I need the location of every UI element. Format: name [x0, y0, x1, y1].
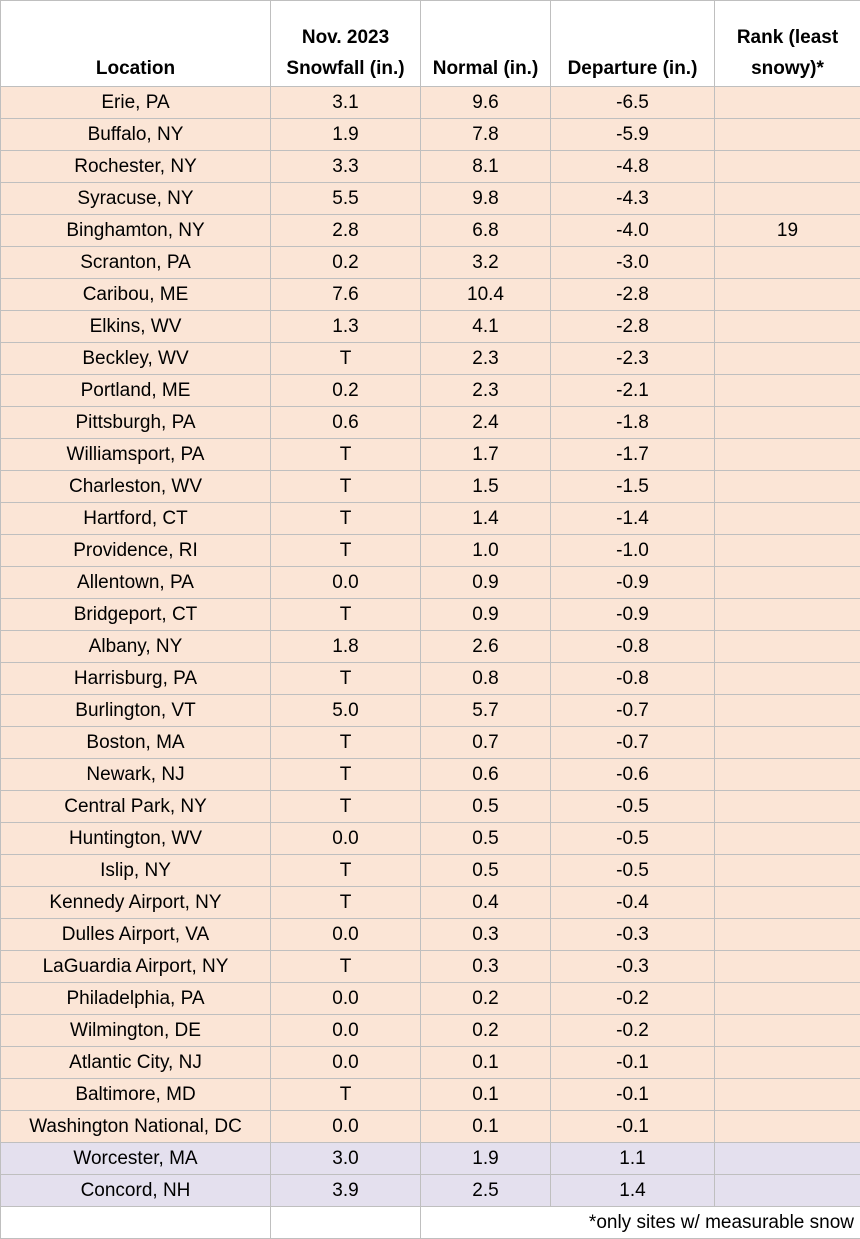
normal-cell: 0.5: [421, 855, 551, 887]
departure-cell: -4.8: [551, 151, 715, 183]
snowfall-cell: 0.0: [271, 1015, 421, 1047]
location-cell: Dulles Airport, VA: [1, 919, 271, 951]
departure-cell: -0.1: [551, 1111, 715, 1143]
snowfall-cell: 7.6: [271, 279, 421, 311]
normal-cell: 0.2: [421, 983, 551, 1015]
snowfall-header-line2: Snowfall (in.): [271, 53, 420, 84]
footnote-empty-cell: [1, 1207, 271, 1239]
rank-cell: [715, 983, 860, 1015]
location-cell: Charleston, WV: [1, 471, 271, 503]
table-row: [1, 567, 860, 599]
departure-cell: -0.2: [551, 1015, 715, 1047]
departure-cell: -4.0: [551, 215, 715, 247]
normal-cell: 8.1: [421, 151, 551, 183]
table-row: [1, 183, 860, 215]
table-row: [1, 311, 860, 343]
rank-cell: [715, 727, 860, 759]
snowfall-cell: T: [271, 1079, 421, 1111]
normal-cell: 1.9: [421, 1143, 551, 1175]
location-cell: Caribou, ME: [1, 279, 271, 311]
snowfall-cell: T: [271, 471, 421, 503]
rank-cell: [715, 87, 860, 119]
snowfall-cell: 0.0: [271, 919, 421, 951]
normal-cell: 0.1: [421, 1079, 551, 1111]
snowfall-cell: T: [271, 887, 421, 919]
departure-cell: -1.7: [551, 439, 715, 471]
departure-cell: -5.9: [551, 119, 715, 151]
snowfall-cell: 1.3: [271, 311, 421, 343]
table-row: [1, 215, 860, 247]
normal-cell: 1.0: [421, 535, 551, 567]
departure-cell: -0.4: [551, 887, 715, 919]
rank-header-line1: Rank (least: [715, 22, 860, 53]
rank-cell: [715, 887, 860, 919]
rank-cell: [715, 1015, 860, 1047]
location-cell: Bridgeport, CT: [1, 599, 271, 631]
location-cell: Binghamton, NY: [1, 215, 271, 247]
location-cell: Pittsburgh, PA: [1, 407, 271, 439]
rank-cell: [715, 279, 860, 311]
table-row: [1, 919, 860, 951]
table-row: [1, 1143, 860, 1175]
snowfall-cell: 5.0: [271, 695, 421, 727]
location-cell: Rochester, NY: [1, 151, 271, 183]
normal-cell: 2.3: [421, 343, 551, 375]
snowfall-cell: 0.2: [271, 247, 421, 279]
footnote-row: [1, 1207, 860, 1239]
departure-cell: -0.7: [551, 727, 715, 759]
normal-cell: 9.6: [421, 87, 551, 119]
departure-cell: -0.8: [551, 631, 715, 663]
location-cell: Hartford, CT: [1, 503, 271, 535]
rank-header: [715, 1, 860, 87]
rank-cell: [715, 631, 860, 663]
departure-cell: -1.0: [551, 535, 715, 567]
table-row: [1, 855, 860, 887]
normal-cell: 0.1: [421, 1047, 551, 1079]
snowfall-cell: 3.3: [271, 151, 421, 183]
departure-cell: -0.9: [551, 599, 715, 631]
snowfall-cell: T: [271, 759, 421, 791]
departure-cell: -0.5: [551, 823, 715, 855]
location-cell: Boston, MA: [1, 727, 271, 759]
rank-cell: [715, 439, 860, 471]
rank-cell: [715, 471, 860, 503]
normal-cell: 0.2: [421, 1015, 551, 1047]
rank-cell: [715, 1079, 860, 1111]
location-cell: Islip, NY: [1, 855, 271, 887]
table-row: [1, 983, 860, 1015]
normal-cell: 2.5: [421, 1175, 551, 1207]
normal-cell: 0.4: [421, 887, 551, 919]
departure-cell: -0.5: [551, 791, 715, 823]
departure-cell: -1.8: [551, 407, 715, 439]
snowfall-cell: T: [271, 599, 421, 631]
snowfall-cell: 0.6: [271, 407, 421, 439]
normal-cell: 1.5: [421, 471, 551, 503]
snowfall-header: [271, 1, 421, 87]
location-cell: Erie, PA: [1, 87, 271, 119]
departure-cell: -0.8: [551, 663, 715, 695]
rank-cell: [715, 663, 860, 695]
table-row: [1, 631, 860, 663]
normal-cell: 0.5: [421, 823, 551, 855]
departure-cell: -4.3: [551, 183, 715, 215]
footnote: *only sites w/ measurable snow: [421, 1207, 860, 1239]
snowfall-cell: T: [271, 727, 421, 759]
table-row: [1, 599, 860, 631]
rank-header-line2: snowy)*: [715, 53, 860, 84]
departure-cell: -0.9: [551, 567, 715, 599]
rank-cell: [715, 759, 860, 791]
rank-cell: [715, 1175, 860, 1207]
table-row: [1, 375, 860, 407]
location-cell: Atlantic City, NJ: [1, 1047, 271, 1079]
table-row: [1, 503, 860, 535]
location-cell: Central Park, NY: [1, 791, 271, 823]
normal-cell: 1.7: [421, 439, 551, 471]
normal-cell: 10.4: [421, 279, 551, 311]
normal-cell: 2.3: [421, 375, 551, 407]
normal-cell: 5.7: [421, 695, 551, 727]
table-row: [1, 407, 860, 439]
table-row: [1, 119, 860, 151]
location-cell: Washington National, DC: [1, 1111, 271, 1143]
normal-cell: 0.8: [421, 663, 551, 695]
location-cell: Philadelphia, PA: [1, 983, 271, 1015]
location-cell: Wilmington, DE: [1, 1015, 271, 1047]
snowfall-cell: 0.0: [271, 1047, 421, 1079]
rank-cell: [715, 535, 860, 567]
table-row: [1, 887, 860, 919]
normal-cell: 0.7: [421, 727, 551, 759]
snowfall-cell: T: [271, 855, 421, 887]
departure-header: Departure (in.): [551, 1, 715, 87]
location-cell: LaGuardia Airport, NY: [1, 951, 271, 983]
table-row: [1, 247, 860, 279]
snowfall-cell: 1.9: [271, 119, 421, 151]
location-cell: Buffalo, NY: [1, 119, 271, 151]
normal-cell: 0.1: [421, 1111, 551, 1143]
rank-cell: [715, 695, 860, 727]
location-cell: Albany, NY: [1, 631, 271, 663]
snowfall-cell: 3.1: [271, 87, 421, 119]
departure-cell: -0.1: [551, 1047, 715, 1079]
table-row: [1, 1047, 860, 1079]
departure-cell: -2.8: [551, 311, 715, 343]
location-cell: Newark, NJ: [1, 759, 271, 791]
table-row: [1, 535, 860, 567]
normal-cell: 7.8: [421, 119, 551, 151]
table-row: [1, 727, 860, 759]
rank-cell: [715, 599, 860, 631]
rank-cell: [715, 311, 860, 343]
rank-cell: [715, 407, 860, 439]
rank-cell: [715, 567, 860, 599]
rank-cell: [715, 823, 860, 855]
departure-cell: -2.1: [551, 375, 715, 407]
normal-cell: 6.8: [421, 215, 551, 247]
snowfall-cell: 0.0: [271, 823, 421, 855]
table-row: [1, 1015, 860, 1047]
snowfall-cell: 0.2: [271, 375, 421, 407]
departure-cell: -0.5: [551, 855, 715, 887]
rank-cell: [715, 791, 860, 823]
rank-cell: [715, 951, 860, 983]
rank-cell: [715, 343, 860, 375]
normal-cell: 2.4: [421, 407, 551, 439]
location-cell: Harrisburg, PA: [1, 663, 271, 695]
normal-cell: 0.3: [421, 951, 551, 983]
normal-cell: 0.9: [421, 599, 551, 631]
departure-cell: -0.1: [551, 1079, 715, 1111]
location-cell: Providence, RI: [1, 535, 271, 567]
normal-header: Normal (in.): [421, 1, 551, 87]
departure-cell: -0.6: [551, 759, 715, 791]
normal-cell: 0.3: [421, 919, 551, 951]
location-cell: Syracuse, NY: [1, 183, 271, 215]
departure-cell: -0.3: [551, 919, 715, 951]
location-cell: Kennedy Airport, NY: [1, 887, 271, 919]
snowfall-cell: 3.0: [271, 1143, 421, 1175]
normal-cell: 9.8: [421, 183, 551, 215]
normal-cell: 1.4: [421, 503, 551, 535]
rank-cell: [715, 119, 860, 151]
snowfall-cell: 0.0: [271, 983, 421, 1015]
location-cell: Allentown, PA: [1, 567, 271, 599]
location-cell: Scranton, PA: [1, 247, 271, 279]
normal-cell: 2.6: [421, 631, 551, 663]
table-body: [1, 87, 860, 1207]
location-header: Location: [1, 1, 271, 87]
table-row: [1, 1111, 860, 1143]
departure-cell: -0.3: [551, 951, 715, 983]
table-row: [1, 87, 860, 119]
footnote-empty-cell: [271, 1207, 421, 1239]
snowfall-cell: 2.8: [271, 215, 421, 247]
snowfall-cell: 0.0: [271, 567, 421, 599]
rank-cell: [715, 503, 860, 535]
table-row: [1, 1079, 860, 1111]
table-row: [1, 151, 860, 183]
table-row: [1, 471, 860, 503]
snowfall-cell: 0.0: [271, 1111, 421, 1143]
departure-cell: -2.8: [551, 279, 715, 311]
table-row: [1, 439, 860, 471]
location-cell: Worcester, MA: [1, 1143, 271, 1175]
departure-cell: -1.5: [551, 471, 715, 503]
table-row: [1, 1175, 860, 1207]
normal-cell: 0.5: [421, 791, 551, 823]
rank-cell: [715, 1143, 860, 1175]
normal-cell: 0.6: [421, 759, 551, 791]
rank-cell: [715, 183, 860, 215]
departure-cell: -1.4: [551, 503, 715, 535]
table-row: [1, 759, 860, 791]
snowfall-cell: T: [271, 535, 421, 567]
location-cell: Elkins, WV: [1, 311, 271, 343]
snowfall-cell: T: [271, 439, 421, 471]
departure-cell: -6.5: [551, 87, 715, 119]
departure-cell: -2.3: [551, 343, 715, 375]
snowfall-cell: 1.8: [271, 631, 421, 663]
location-cell: Portland, ME: [1, 375, 271, 407]
rank-cell: [715, 855, 860, 887]
departure-cell: 1.4: [551, 1175, 715, 1207]
header-row: [1, 1, 860, 87]
location-cell: Baltimore, MD: [1, 1079, 271, 1111]
departure-cell: 1.1: [551, 1143, 715, 1175]
snowfall-header-line1: Nov. 2023: [271, 22, 420, 53]
rank-cell: [715, 375, 860, 407]
table-row: [1, 343, 860, 375]
rank-cell: [715, 919, 860, 951]
departure-cell: -0.7: [551, 695, 715, 727]
rank-cell: [715, 1111, 860, 1143]
table-row: [1, 791, 860, 823]
snowfall-cell: T: [271, 343, 421, 375]
rank-cell: 19: [715, 215, 860, 247]
rank-cell: [715, 151, 860, 183]
table-row: [1, 279, 860, 311]
snowfall-cell: T: [271, 663, 421, 695]
snowfall-cell: T: [271, 503, 421, 535]
location-cell: Beckley, WV: [1, 343, 271, 375]
normal-cell: 0.9: [421, 567, 551, 599]
location-cell: Burlington, VT: [1, 695, 271, 727]
table-row: [1, 951, 860, 983]
table-row: [1, 663, 860, 695]
snowfall-cell: 5.5: [271, 183, 421, 215]
table-row: [1, 695, 860, 727]
location-cell: Williamsport, PA: [1, 439, 271, 471]
departure-cell: -0.2: [551, 983, 715, 1015]
location-cell: Concord, NH: [1, 1175, 271, 1207]
location-cell: Huntington, WV: [1, 823, 271, 855]
snowfall-cell: 3.9: [271, 1175, 421, 1207]
rank-cell: [715, 1047, 860, 1079]
table-row: [1, 823, 860, 855]
departure-cell: -3.0: [551, 247, 715, 279]
normal-cell: 3.2: [421, 247, 551, 279]
snowfall-cell: T: [271, 791, 421, 823]
rank-cell: [715, 247, 860, 279]
normal-cell: 4.1: [421, 311, 551, 343]
snowfall-cell: T: [271, 951, 421, 983]
